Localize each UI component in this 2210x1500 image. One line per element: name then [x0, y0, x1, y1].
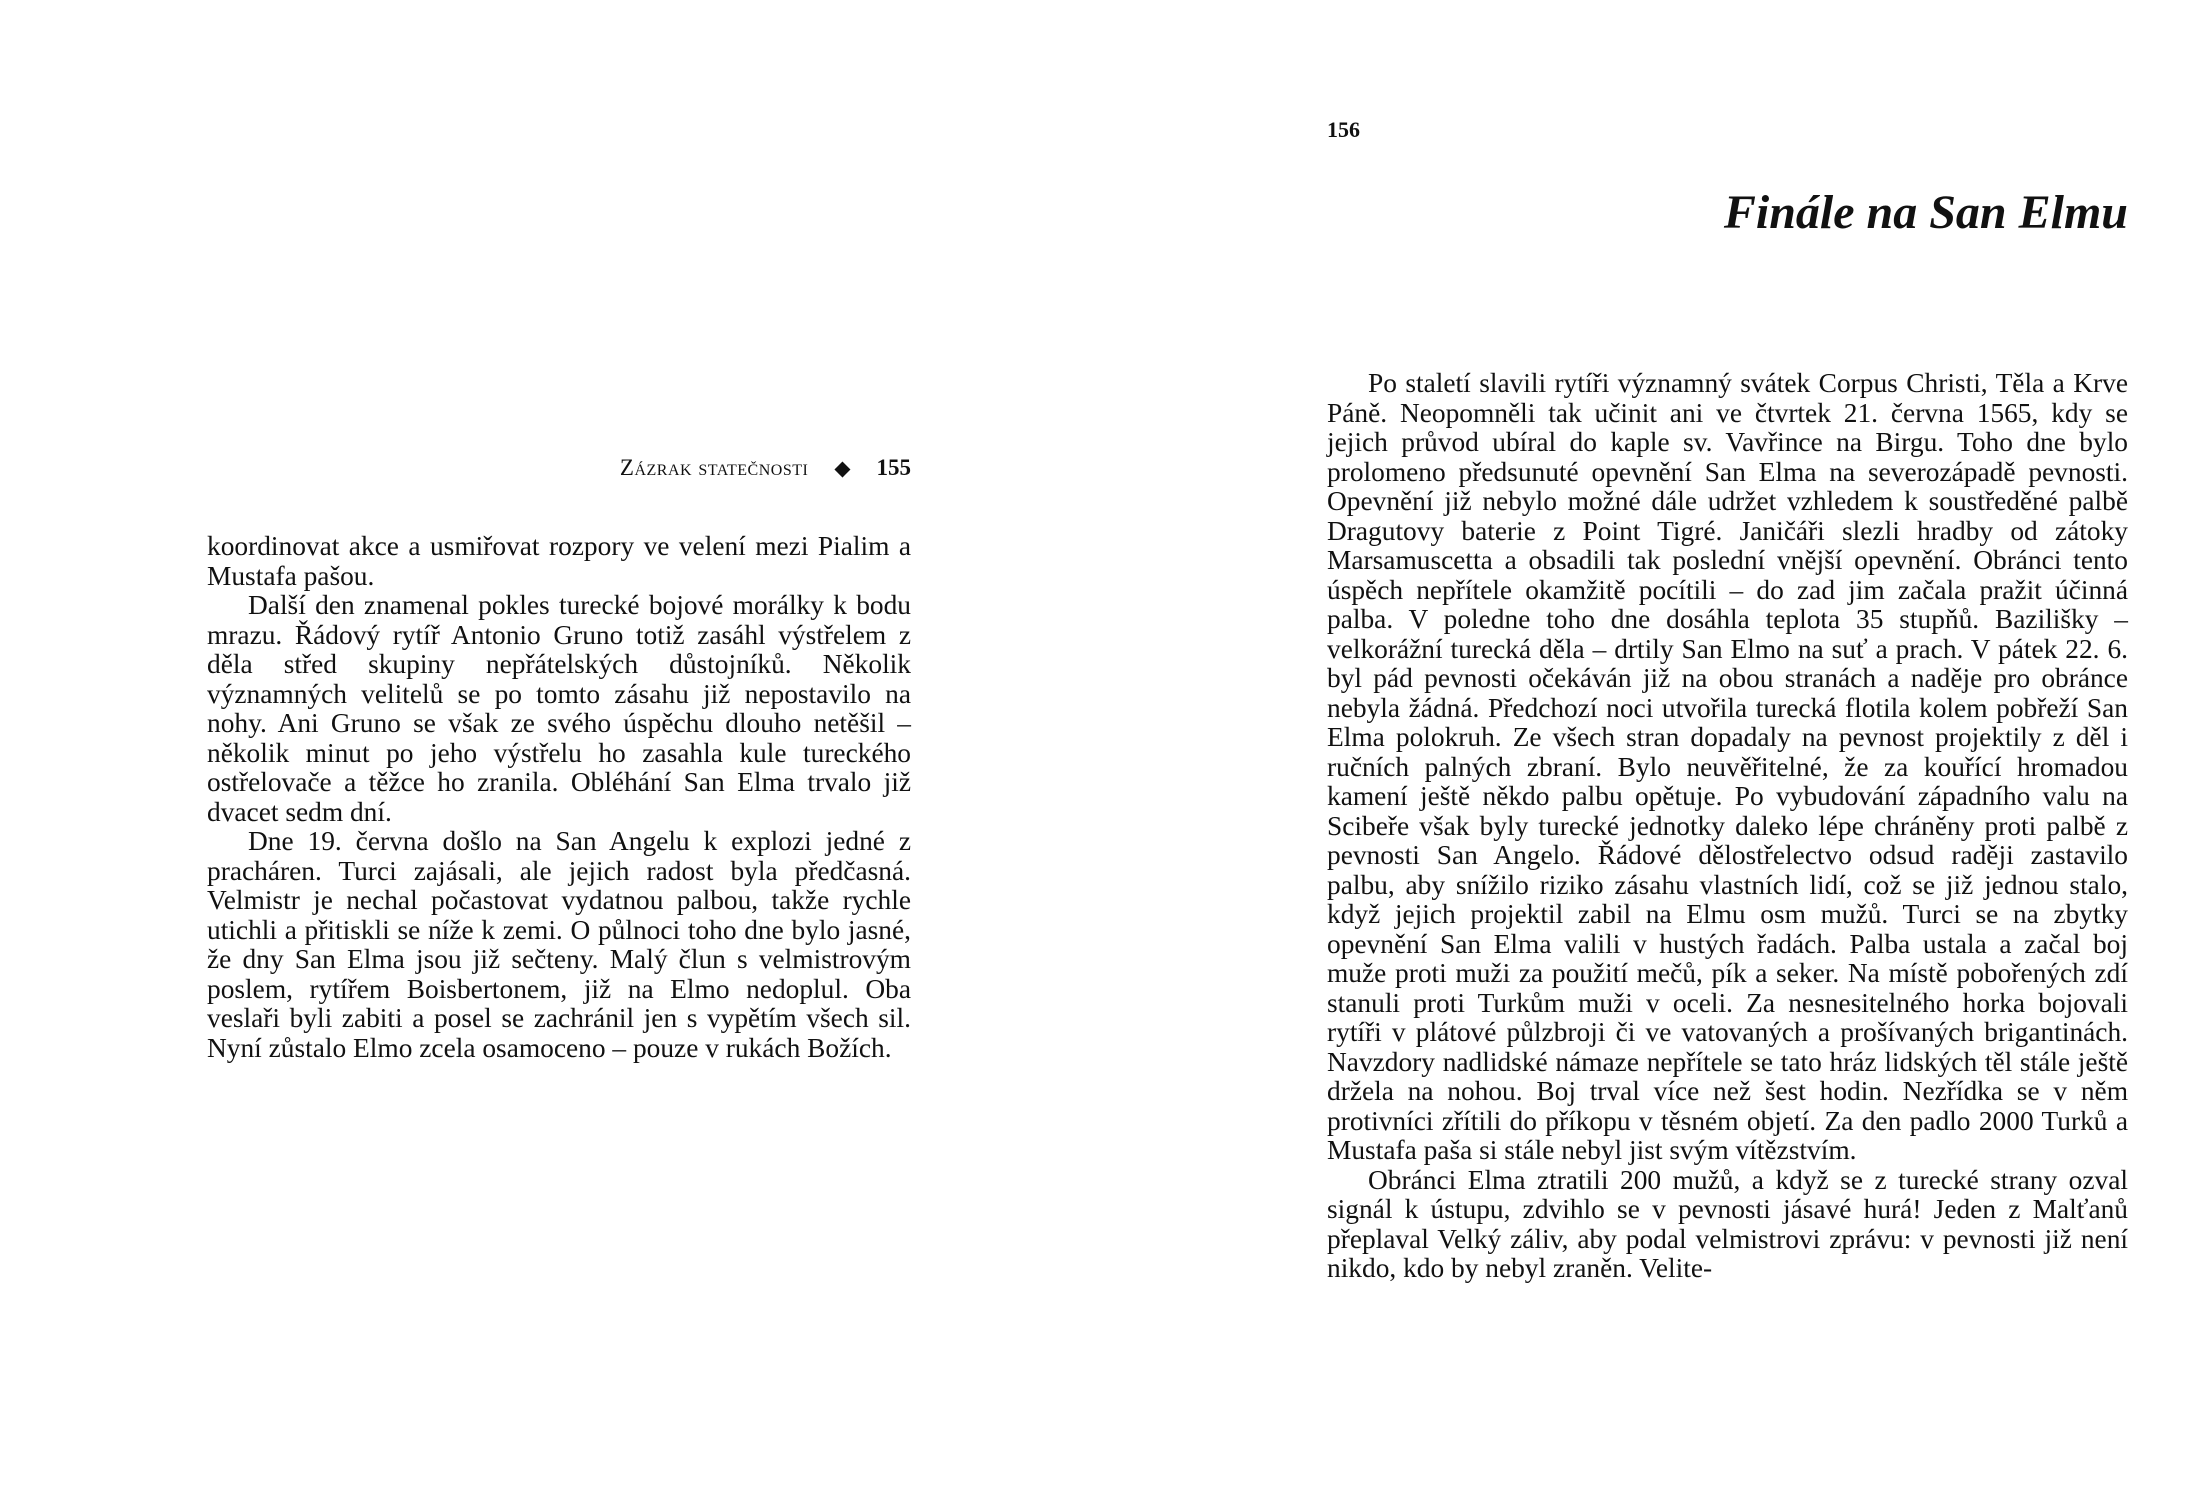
paragraph: Po staletí slavili rytíři významný svátek Corpus Christi, Těla a Krve Páně. Neopomněli tak učinit ani ve čtvrtek 21. června 1565, kdy se jejich průvod ubíral do kaple sv. Vavřince na Birgu. Toho dne bylo prolomeno předsunuté opevnění San Elma na severozápadě pevnosti. Opevnění již nebylo možné dále udržet vzhledem k soustředěné palbě Dragutovy baterie z Point Tigré. Janičáři slezli hradby od zátoky Marsamuscetta a obsadili tak poslední vnější opevnění. Obránci tento úspěch nepřítele okamžitě pocítili – do zad jim začala pražit účinná palba. V poledne toho dne dosáhla teplota 35 stupňů. Bazilišky – velkorážní turecká děla – drtily San Elmo na suť a prach. V pátek 22. 6. byl pád pevnosti očekáván již na obou stranách a naděje pro obránce nebyla žádná. Předchozí noci utvořila turecká flotila kolem pobřeží San Elma polokruh. Ze všech stran dopadaly na pevnost projektily z děl i ručních palných zbraní. Bylo neuvěřitelné, že za kouřící hromadou kamení ještě někdo palbu opětuje. Po vybudování západního valu na Scibeře však byly turecké jednotky daleko lépe chráněny proti palbě z pevnosti San Angelo. Řádové dělostřelectvo odsud raději zastavilo palbu, aby snížilo riziko zásahu vlastních lidí, což se již jednou stalo, když jejich projektil zabil na Elmu osm mužů. Turci se na zbytky opevnění San Elma valili v hustých řadách. Palba ustala a začal boj muže proti muži za použití mečů, pík a seker. Na místě pobořených zdí stanuli proti Turkům muži v oceli. Za nesnesitelného horka bojovali rytíři v plátové půlzbroji či ve vatovaných a prošívaných brigantinách. Navzdory nadlidské námaze nepřítele se tato hráz lidských těl stále ještě držela na nohou. Boj trval více než šest hodin. Nezřídka se v něm protivníci zřítili do příkopu v těsném objetí. Za den padlo 2000 Turků a Mustafa paša si stále nebyl jist svým vítězstvím.: [1327, 368, 2128, 1165]
running-head: [207, 452, 911, 484]
running-head-title: Zázrak statečnosti: [619, 455, 809, 480]
chapter-title: Finále na San Elmu: [1723, 186, 2128, 239]
paragraph: Dne 19. června došlo na San Angelu k explozi jedné z pracháren. Turci zajásali, ale jejich radost byla předčasná. Velmistr je nechal počastovat vydatnou palbou, takže rychle utichli a přitiskli se níže k zemi. O půlnoci toho dne bylo jasné, že dny San Elma jsou již sečteny. Malý člun s velmistrovým poslem, rytířem Boisbertonem, již na Elmo nedoplul. Oba veslaři byli zabiti a posel se zachránil jen s vypětím všech sil. Nyní zůstalo Elmo zcela osamoceno – pouze v rukách Božích.: [207, 826, 911, 1063]
paragraph: koordinovat akce a usmiřovat rozpory ve velení mezi Pialim a Mustafa pašou.: [207, 531, 911, 591]
right-page: [1105, 0, 2210, 1500]
right-page-number: 156: [1327, 117, 1360, 142]
paragraph: Další den znamenal pokles turecké bojové morálky k bodu mrazu. Řádový rytíř Antonio Gruno totiž zasáhl výstřelem z děla střed skupiny nepřátelských důstojníků. Několik významných velitelů se po tomto zásahu již nepostavilo na nohy. Ani Gruno se však ze svého úspěchu dlouho netěšil – několik minut po jeho výstřelu ho zasahla kule tureckého ostřelovače a těžce ho zranila. Obléhání San Elma trvalo již dvacet sedm dní.: [207, 590, 911, 827]
left-page-number: 155: [876, 455, 911, 480]
diamond-ornament-icon: ◆: [834, 456, 851, 480]
right-body-text: [1327, 369, 2128, 1284]
left-body-text: [207, 532, 911, 1063]
paragraph: Obránci Elma ztratili 200 mužů, a když se z turecké strany ozval signál k ústupu, zdvihlo se v pevnosti jásavé hurá! Jeden z Malťanů přeplaval Velký záliv, aby podal velmistrovi zprávu: v pevnosti již není nikdo, kdo by nebyl zraněn. Velite-: [1327, 1164, 2128, 1283]
